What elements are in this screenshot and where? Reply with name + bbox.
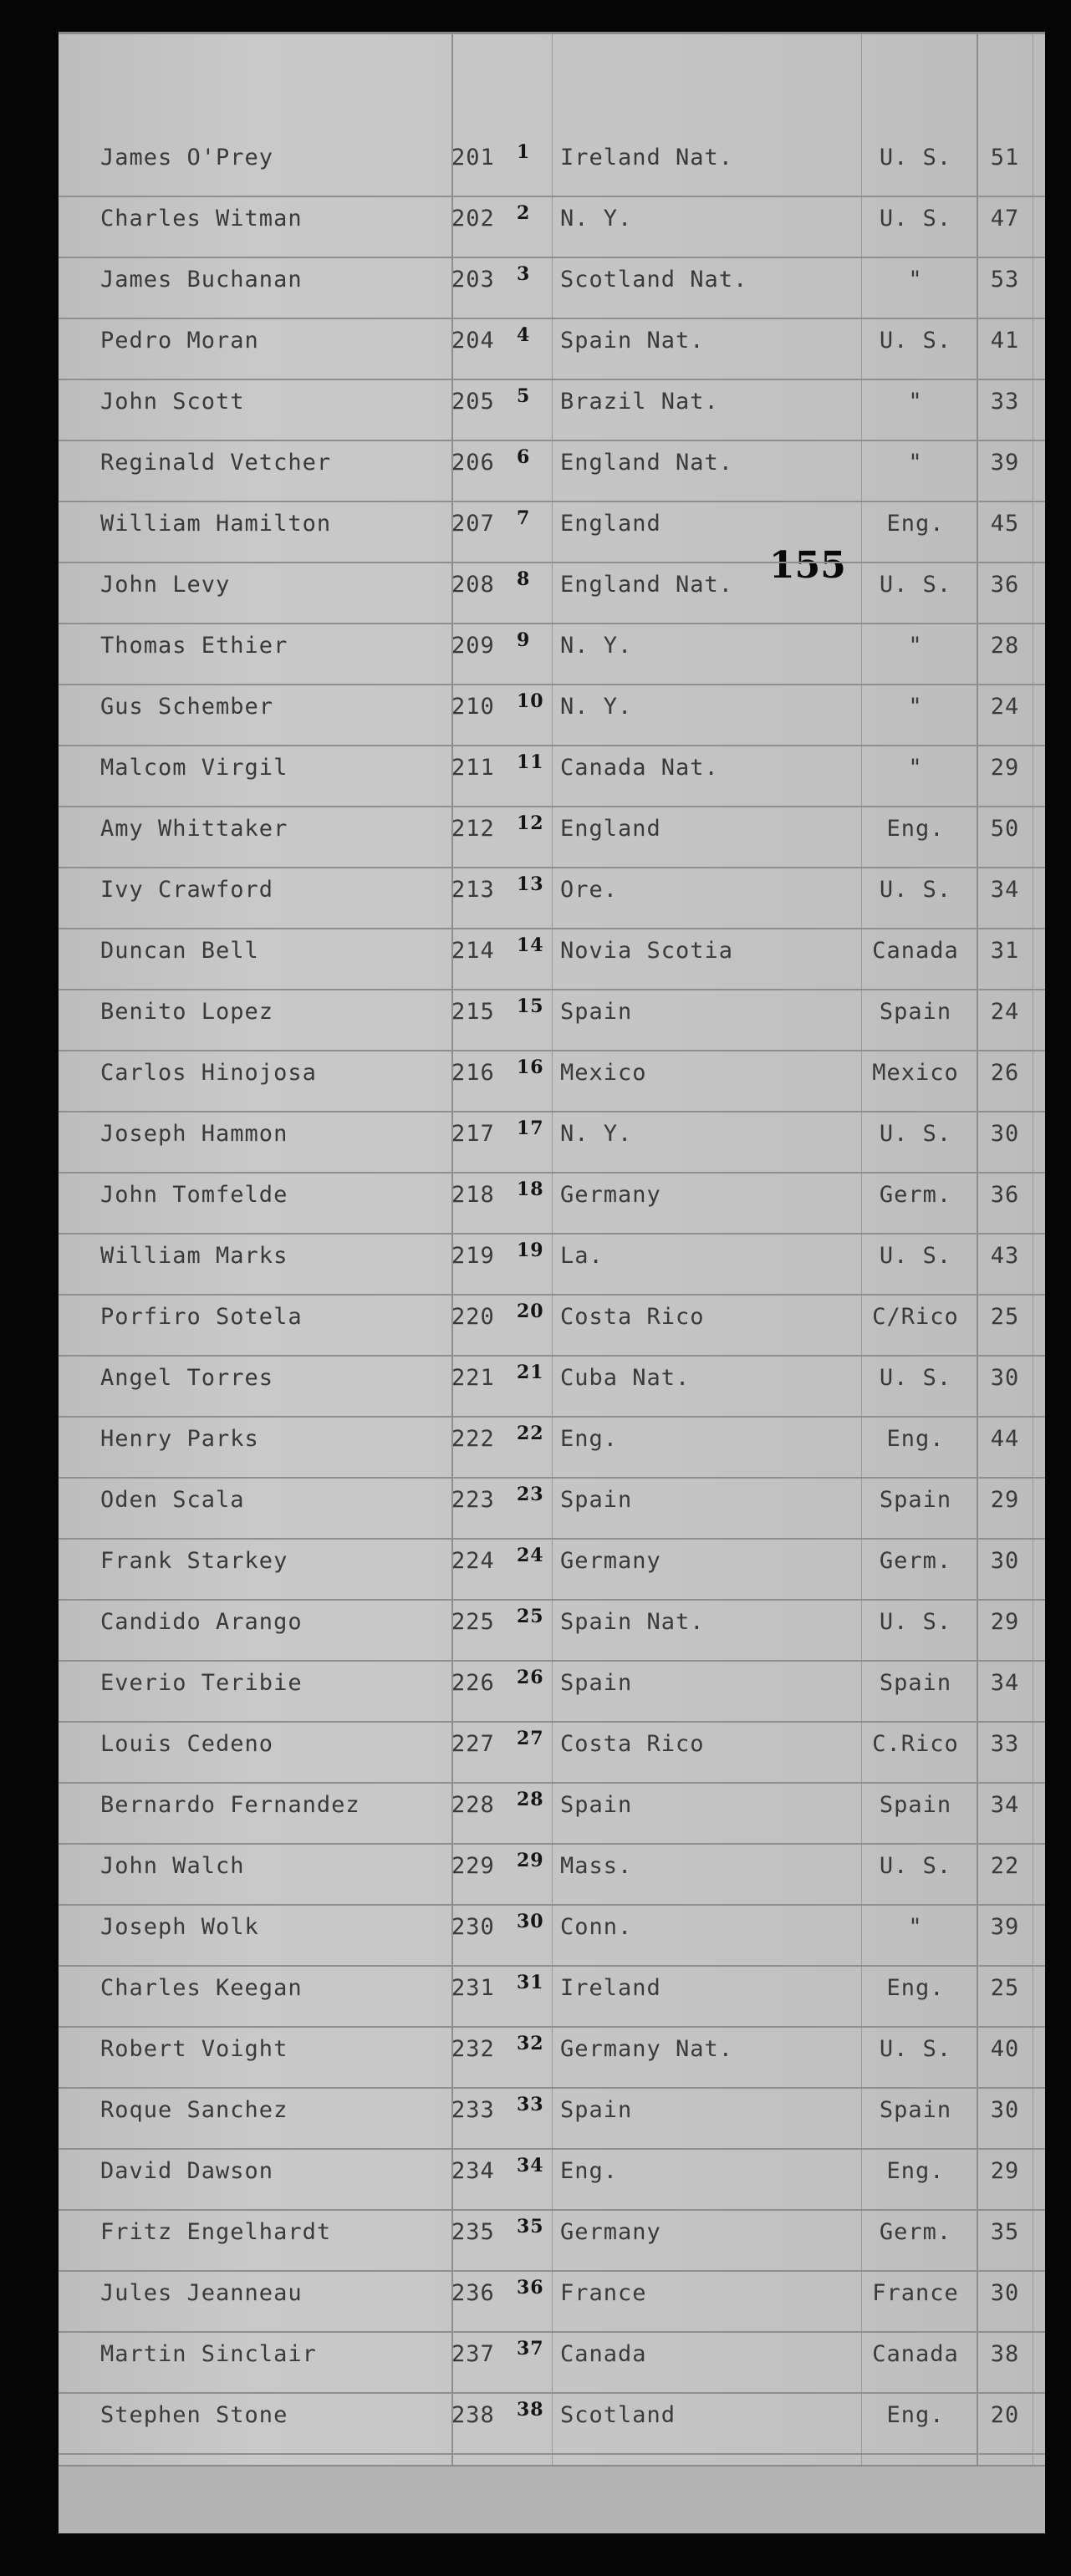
passenger-name: Amy Whittaker	[100, 816, 288, 842]
age: 39	[990, 1914, 1020, 1940]
age: 30	[990, 2280, 1020, 2306]
table-row	[59, 1782, 1045, 1845]
passenger-name: Bernardo Fernandez	[100, 1792, 360, 1818]
nationality: "	[908, 755, 923, 781]
line-number: 29	[517, 1850, 544, 1871]
age: 30	[990, 1365, 1020, 1391]
page-number: 155	[769, 544, 846, 587]
nationality: Canada	[872, 938, 959, 964]
nationality: U. S.	[879, 1365, 952, 1391]
passenger-name: William Marks	[100, 1243, 288, 1269]
passenger-name: John Tomfelde	[100, 1182, 288, 1208]
age: 29	[990, 1487, 1020, 1513]
birthplace: Mass.	[560, 1853, 633, 1879]
table-row	[59, 1355, 1045, 1418]
passenger-name: Joseph Hammon	[100, 1121, 288, 1147]
nationality: "	[908, 694, 923, 720]
table-row	[59, 867, 1045, 929]
passenger-name: William Hamilton	[100, 511, 332, 537]
age: 26	[990, 1060, 1020, 1086]
table-row	[59, 806, 1045, 868]
entry-number: 221	[451, 1365, 495, 1391]
age: 25	[990, 1975, 1020, 2001]
table-row	[59, 562, 1045, 624]
birthplace: Germany	[560, 1548, 661, 1574]
table-row	[59, 2087, 1045, 2150]
entry-number: 215	[451, 999, 495, 1025]
birthplace: Mexico	[560, 1060, 647, 1086]
birthplace: Spain	[560, 1670, 633, 1696]
sheet-footer	[59, 2465, 1045, 2533]
birthplace: Ireland Nat.	[560, 145, 734, 171]
line-number: 27	[517, 1728, 544, 1749]
age: 35	[990, 2219, 1020, 2245]
entry-number: 217	[451, 1121, 495, 1147]
passenger-name: Thomas Ethier	[100, 633, 288, 659]
passenger-name: Roque Sanchez	[100, 2097, 288, 2123]
nationality: Spain	[879, 1670, 952, 1696]
age: 31	[990, 938, 1020, 964]
entry-number: 201	[451, 145, 495, 171]
passenger-name: Gus Schember	[100, 694, 274, 720]
table-row	[59, 1660, 1045, 1723]
nationality: Spain	[879, 1487, 952, 1513]
line-number: 9	[517, 629, 531, 651]
passenger-name: Benito Lopez	[100, 999, 274, 1025]
passenger-name: Pedro Moran	[100, 328, 259, 354]
entry-number: 223	[451, 1487, 495, 1513]
line-number: 19	[517, 1240, 544, 1261]
passenger-name: Henry Parks	[100, 1426, 259, 1452]
nationality: Spain	[879, 1792, 952, 1818]
line-number: 23	[517, 1484, 544, 1505]
age: 41	[990, 328, 1020, 354]
entry-number: 208	[451, 572, 495, 598]
passenger-name: Fritz Engelhardt	[100, 2219, 332, 2245]
age: 24	[990, 999, 1020, 1025]
line-number: 25	[517, 1606, 544, 1627]
line-number: 4	[517, 324, 531, 346]
entry-number: 205	[451, 389, 495, 415]
entry-number: 224	[451, 1548, 495, 1574]
table-row	[59, 1416, 1045, 1479]
entry-number: 203	[451, 267, 495, 293]
line-number: 20	[517, 1301, 544, 1322]
nationality: "	[908, 633, 923, 659]
table-row	[59, 1721, 1045, 1784]
manifest-sheet	[59, 32, 1045, 2533]
nationality: Mexico	[872, 1060, 959, 1086]
passenger-name: Everio Teribie	[100, 1670, 303, 1696]
birthplace: Conn.	[560, 1914, 633, 1940]
nationality: Eng.	[886, 1975, 945, 2001]
age: 40	[990, 2036, 1020, 2062]
entry-number: 214	[451, 938, 495, 964]
nationality: Eng.	[886, 816, 945, 842]
entry-number: 238	[451, 2402, 495, 2428]
line-number: 37	[517, 2338, 544, 2360]
entry-number: 212	[451, 816, 495, 842]
nationality: Eng.	[886, 2402, 945, 2428]
passenger-name: Reginald Vetcher	[100, 450, 332, 476]
nationality: U. S.	[879, 206, 952, 232]
line-number: 22	[517, 1423, 544, 1444]
passenger-name: Charles Witman	[100, 206, 303, 232]
line-number: 14	[517, 934, 544, 956]
age: 51	[990, 145, 1020, 171]
nationality: Canada	[872, 2341, 959, 2367]
birthplace: France	[560, 2280, 647, 2306]
passenger-name: Candido Arango	[100, 1609, 303, 1635]
age: 33	[990, 1731, 1020, 1757]
passenger-name: David Dawson	[100, 2158, 274, 2184]
entry-number: 204	[451, 328, 495, 354]
nationality: France	[872, 2280, 959, 2306]
table-row	[59, 440, 1045, 502]
line-number: 16	[517, 1056, 544, 1078]
birthplace: Canada Nat.	[560, 755, 719, 781]
age: 34	[990, 877, 1020, 903]
birthplace: Spain Nat.	[560, 1609, 705, 1635]
age: 20	[990, 2402, 1020, 2428]
passenger-name: Angel Torres	[100, 1365, 274, 1391]
entry-number: 207	[451, 511, 495, 537]
table-row	[59, 623, 1045, 685]
nationality: U. S.	[879, 145, 952, 171]
nationality: Eng.	[886, 2158, 945, 2184]
line-number: 7	[517, 507, 531, 529]
entry-number: 202	[451, 206, 495, 232]
line-number: 38	[517, 2399, 544, 2421]
age: 44	[990, 1426, 1020, 1452]
birthplace: Brazil Nat.	[560, 389, 719, 415]
age: 47	[990, 206, 1020, 232]
table-row	[59, 1111, 1045, 1173]
passenger-name: Robert Voight	[100, 2036, 288, 2062]
passenger-name: Duncan Bell	[100, 938, 259, 964]
table-row	[59, 2270, 1045, 2333]
birthplace: Spain	[560, 2097, 633, 2123]
age: 45	[990, 511, 1020, 537]
entry-number: 230	[451, 1914, 495, 1940]
age: 39	[990, 450, 1020, 476]
age: 43	[990, 1243, 1020, 1269]
birthplace: N. Y.	[560, 694, 633, 720]
birthplace: Germany Nat.	[560, 2036, 734, 2062]
birthplace: N. Y.	[560, 206, 633, 232]
entry-number: 220	[451, 1304, 495, 1330]
line-number: 32	[517, 2033, 544, 2054]
nationality: Germ.	[879, 1182, 952, 1208]
nationality: Spain	[879, 2097, 952, 2123]
entry-number: 206	[451, 450, 495, 476]
passenger-name: Jules Jeanneau	[100, 2280, 303, 2306]
nationality: "	[908, 450, 923, 476]
line-number: 18	[517, 1179, 544, 1200]
entry-number: 209	[451, 633, 495, 659]
nationality: "	[908, 267, 923, 293]
entry-number: 234	[451, 2158, 495, 2184]
entry-number: 222	[451, 1426, 495, 1452]
passenger-name: Stephen Stone	[100, 2402, 288, 2428]
line-number: 10	[517, 690, 544, 712]
age: 36	[990, 1182, 1020, 1208]
age: 53	[990, 267, 1020, 293]
table-row	[59, 1965, 1045, 2028]
birthplace: Spain Nat.	[560, 328, 705, 354]
line-number: 15	[517, 995, 544, 1017]
table-row	[59, 196, 1045, 258]
birthplace: England Nat.	[560, 572, 734, 598]
birthplace: La.	[560, 1243, 604, 1269]
birthplace: Scotland Nat.	[560, 267, 748, 293]
birthplace: Ireland	[560, 1975, 661, 2001]
passenger-name: James Buchanan	[100, 267, 303, 293]
age: 25	[990, 1304, 1020, 1330]
passenger-name: Porfiro Sotela	[100, 1304, 303, 1330]
table-row	[59, 1904, 1045, 1967]
age: 29	[990, 2158, 1020, 2184]
table-row	[59, 1538, 1045, 1601]
nationality: U. S.	[879, 1243, 952, 1269]
table-row	[59, 379, 1045, 441]
nationality: C/Rico	[872, 1304, 959, 1330]
birthplace: Novia Scotia	[560, 938, 734, 964]
passenger-name: Oden Scala	[100, 1487, 245, 1513]
line-number: 8	[517, 568, 531, 590]
table-row	[59, 501, 1045, 563]
age: 34	[990, 1792, 1020, 1818]
line-number: 36	[517, 2277, 544, 2299]
birthplace: Canada	[560, 2341, 647, 2367]
line-number: 34	[517, 2155, 544, 2176]
birthplace: Germany	[560, 2219, 661, 2245]
birthplace: Germany	[560, 1182, 661, 1208]
passenger-name: Ivy Crawford	[100, 877, 274, 903]
table-row	[59, 989, 1045, 1051]
entry-number: 211	[451, 755, 495, 781]
birthplace: Spain	[560, 1792, 633, 1818]
table-row	[59, 1050, 1045, 1112]
nationality: U. S.	[879, 572, 952, 598]
nationality: U. S.	[879, 1853, 952, 1879]
entry-number: 226	[451, 1670, 495, 1696]
birthplace: N. Y.	[560, 1121, 633, 1147]
table-row	[59, 2148, 1045, 2211]
birthplace: Spain	[560, 1487, 633, 1513]
passenger-name: John Levy	[100, 572, 231, 598]
nationality: U. S.	[879, 328, 952, 354]
nationality: Germ.	[879, 2219, 952, 2245]
nationality: Eng.	[886, 1426, 945, 1452]
line-number: 1	[517, 141, 531, 163]
age: 36	[990, 572, 1020, 598]
entry-number: 227	[451, 1731, 495, 1757]
line-number: 30	[517, 1911, 544, 1932]
entry-number: 219	[451, 1243, 495, 1269]
table-row	[59, 1233, 1045, 1296]
passenger-name: John Walch	[100, 1853, 245, 1879]
line-number: 3	[517, 263, 531, 285]
birthplace: Cuba Nat.	[560, 1365, 691, 1391]
passenger-name: James O'Prey	[100, 145, 274, 171]
passenger-name: Louis Cedeno	[100, 1731, 274, 1757]
age: 50	[990, 816, 1020, 842]
table-row	[59, 684, 1045, 746]
passenger-name: Joseph Wolk	[100, 1914, 259, 1940]
entry-number: 228	[451, 1792, 495, 1818]
nationality: U. S.	[879, 2036, 952, 2062]
birthplace: N. Y.	[560, 633, 633, 659]
line-number: 12	[517, 812, 544, 834]
entry-number: 235	[451, 2219, 495, 2245]
entry-number: 233	[451, 2097, 495, 2123]
entry-number: 216	[451, 1060, 495, 1086]
birthplace: Eng.	[560, 2158, 619, 2184]
birthplace: Spain	[560, 999, 633, 1025]
table-row	[59, 745, 1045, 807]
table-row	[59, 2331, 1045, 2394]
nationality: U. S.	[879, 1609, 952, 1635]
age: 24	[990, 694, 1020, 720]
nationality: Germ.	[879, 1548, 952, 1574]
line-number: 31	[517, 1972, 544, 1993]
line-number: 26	[517, 1667, 544, 1688]
table-row	[59, 1172, 1045, 1235]
age: 29	[990, 755, 1020, 781]
table-row	[59, 928, 1045, 990]
table-row	[59, 2392, 1045, 2455]
birthplace: England Nat.	[560, 450, 734, 476]
line-number: 11	[517, 751, 544, 773]
line-number: 17	[517, 1117, 544, 1139]
table-row	[59, 135, 1045, 197]
birthplace: England	[560, 816, 661, 842]
table-row	[59, 1294, 1045, 1357]
table-row	[59, 257, 1045, 319]
nationality: "	[908, 389, 923, 415]
table-row	[59, 2209, 1045, 2272]
entry-number: 225	[451, 1609, 495, 1635]
birthplace: Costa Rico	[560, 1304, 705, 1330]
nationality: Eng.	[886, 511, 945, 537]
nationality: "	[908, 1914, 923, 1940]
nationality: U. S.	[879, 877, 952, 903]
passenger-name: Martin Sinclair	[100, 2341, 317, 2367]
age: 33	[990, 389, 1020, 415]
age: 22	[990, 1853, 1020, 1879]
line-number: 28	[517, 1789, 544, 1810]
age: 38	[990, 2341, 1020, 2367]
passenger-name: Frank Starkey	[100, 1548, 288, 1574]
line-number: 24	[517, 1545, 544, 1566]
table-row	[59, 1599, 1045, 1662]
age: 28	[990, 633, 1020, 659]
age: 30	[990, 2097, 1020, 2123]
line-number: 5	[517, 385, 531, 407]
passenger-name: Malcom Virgil	[100, 755, 288, 781]
birthplace: Scotland	[560, 2402, 676, 2428]
age: 30	[990, 1121, 1020, 1147]
age: 34	[990, 1670, 1020, 1696]
line-number: 35	[517, 2216, 544, 2237]
line-number: 6	[517, 446, 531, 468]
birthplace: England	[560, 511, 661, 537]
table-row	[59, 1477, 1045, 1540]
passenger-name: Charles Keegan	[100, 1975, 303, 2001]
entry-number: 213	[451, 877, 495, 903]
entry-number: 232	[451, 2036, 495, 2062]
nationality: Spain	[879, 999, 952, 1025]
table-row	[59, 1843, 1045, 1906]
entry-number: 229	[451, 1853, 495, 1879]
entry-number: 210	[451, 694, 495, 720]
table-row	[59, 318, 1045, 380]
age: 29	[990, 1609, 1020, 1635]
birthplace: Ore.	[560, 877, 619, 903]
age: 30	[990, 1548, 1020, 1574]
entry-number: 218	[451, 1182, 495, 1208]
entry-number: 236	[451, 2280, 495, 2306]
table-row	[59, 2026, 1045, 2089]
entry-number: 237	[451, 2341, 495, 2367]
line-number: 33	[517, 2094, 544, 2115]
line-number: 21	[517, 1362, 544, 1383]
nationality: U. S.	[879, 1121, 952, 1147]
birthplace: Eng.	[560, 1426, 619, 1452]
birthplace: Costa Rico	[560, 1731, 705, 1757]
nationality: C.Rico	[872, 1731, 959, 1757]
line-number: 13	[517, 873, 544, 895]
passenger-name: Carlos Hinojosa	[100, 1060, 317, 1086]
passenger-name: John Scott	[100, 389, 245, 415]
line-number: 2	[517, 202, 531, 224]
entry-number: 231	[451, 1975, 495, 2001]
